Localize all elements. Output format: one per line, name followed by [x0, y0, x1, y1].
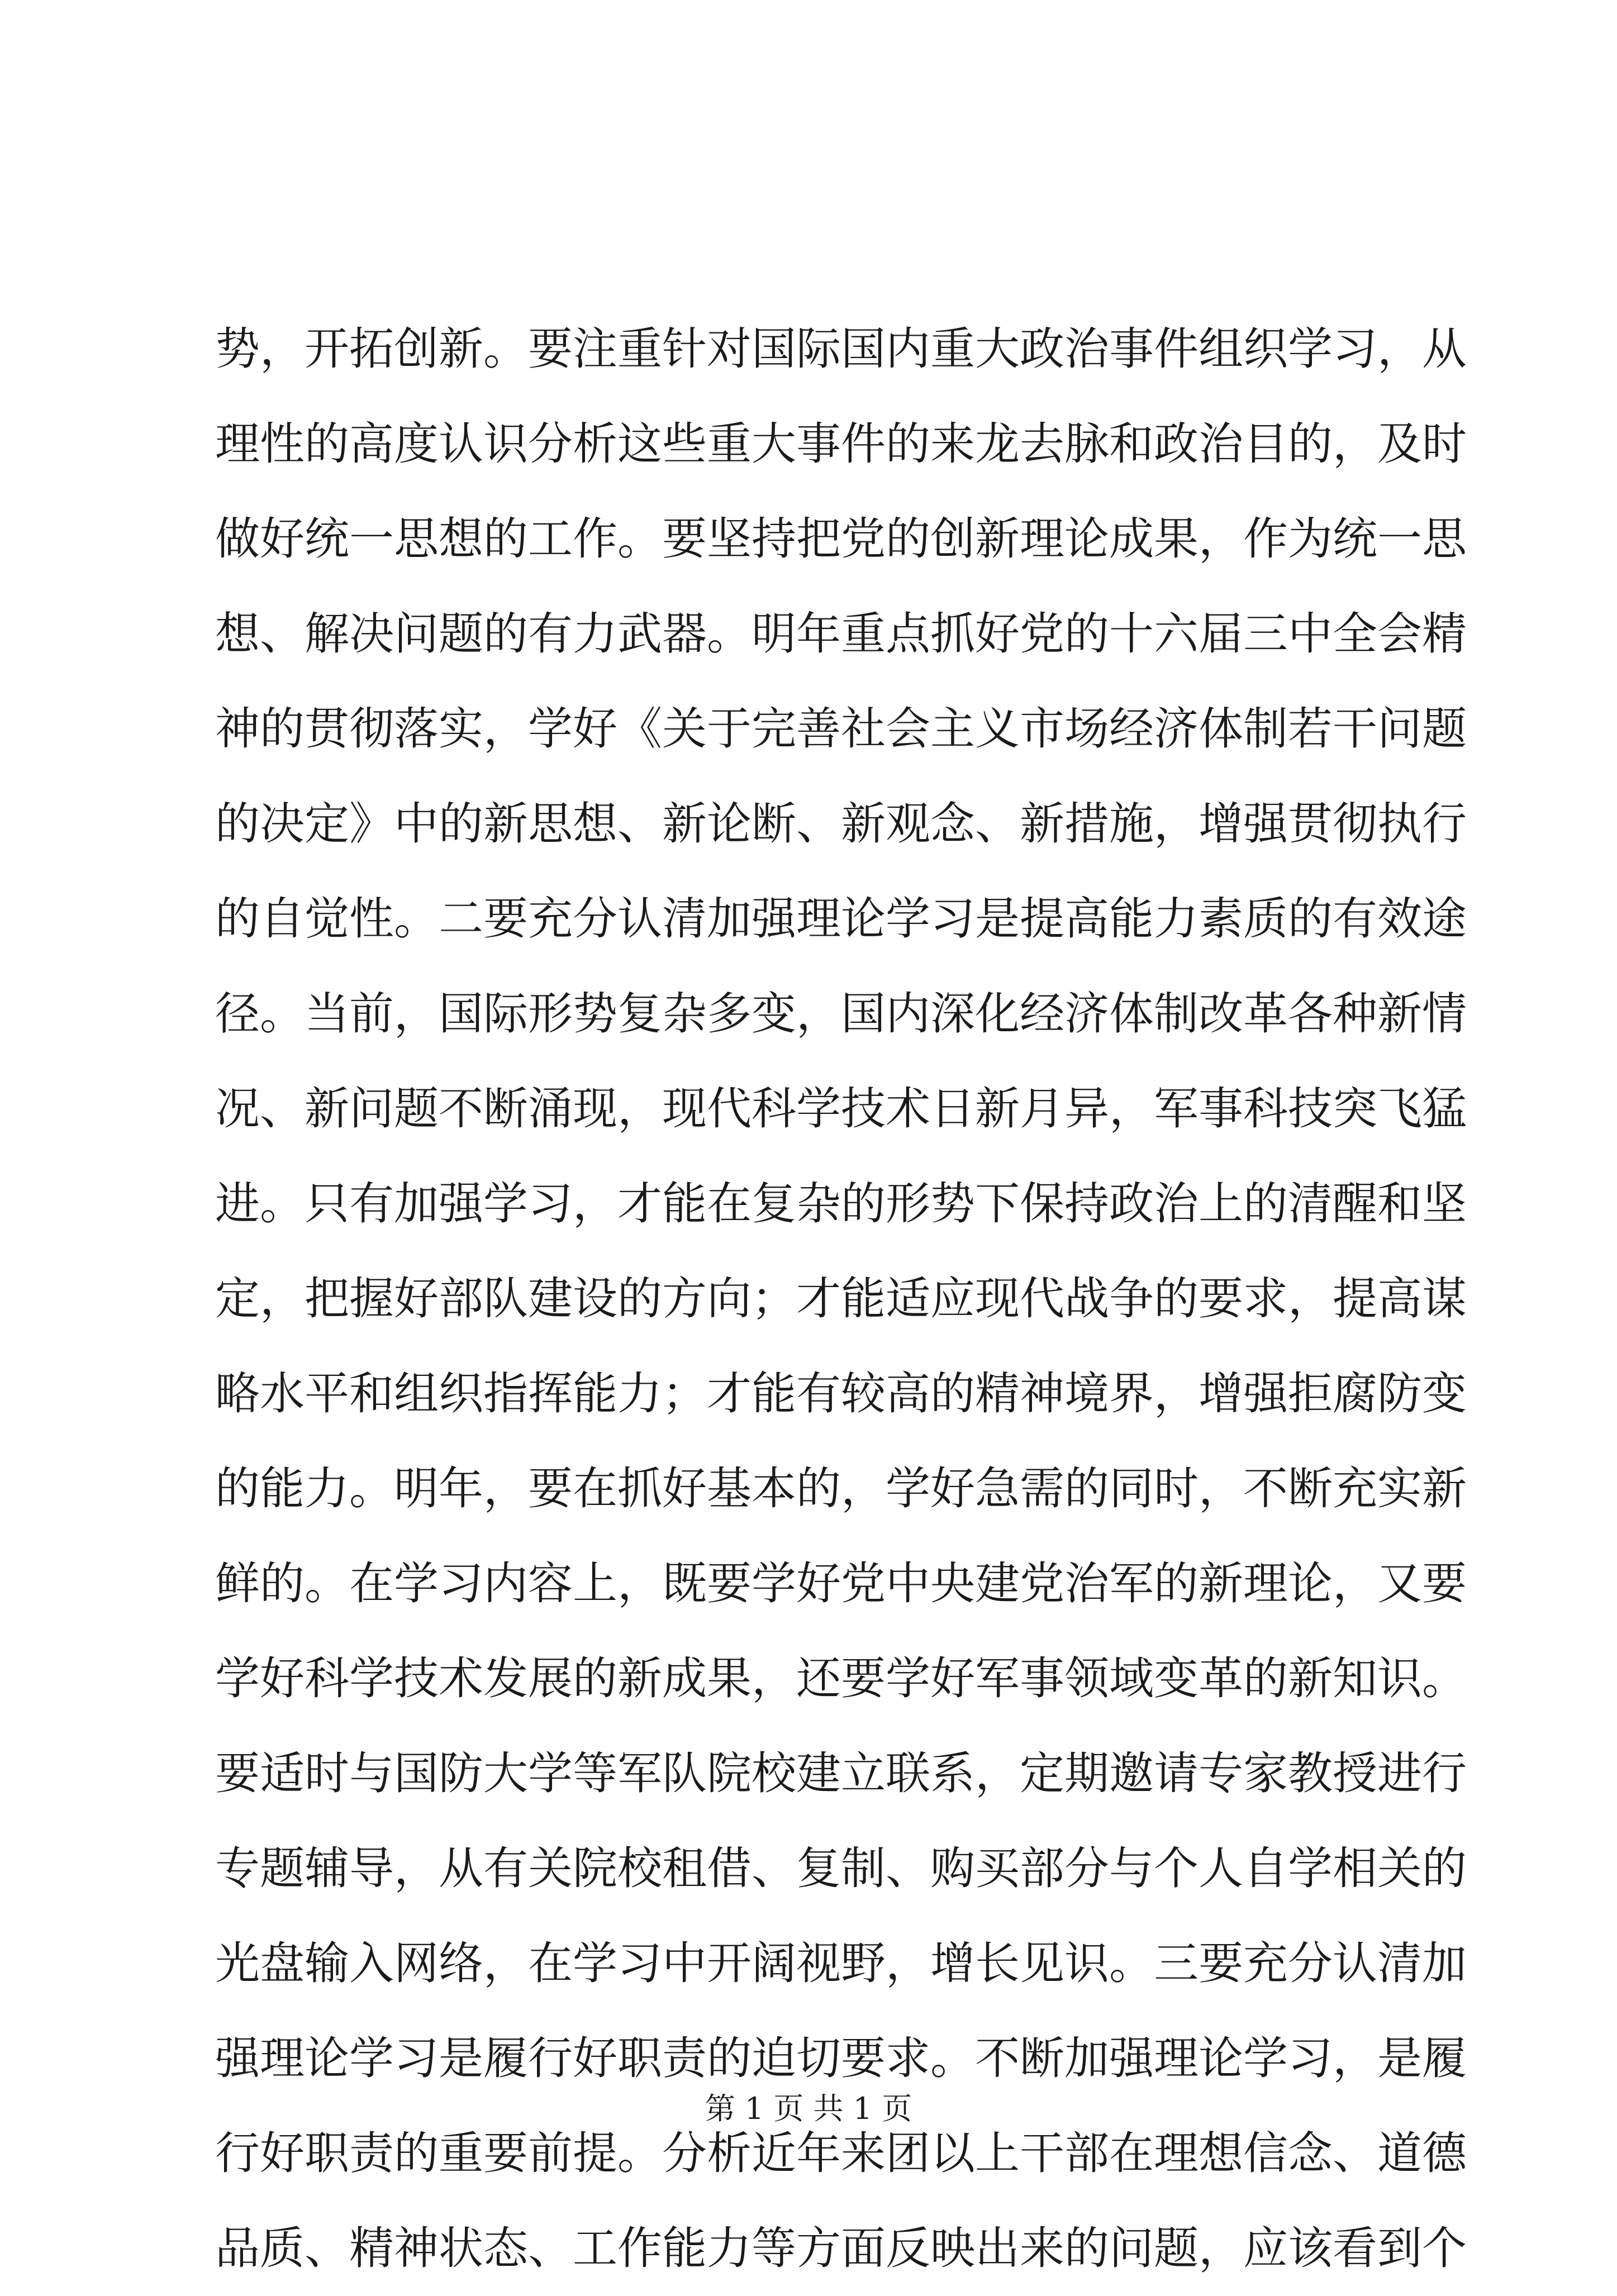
- text-line-2: 理性的高度认识分析这些重大事件的来龙去脉和政治目的，及时: [215, 418, 1467, 470]
- text-line-15: 学好科学技术发展的新成果，还要学好军事领域变革的新知识。: [215, 1652, 1467, 1704]
- text-line-4: 想、解决问题的有力武器。明年重点抓好党的十六届三中全会精: [215, 608, 1467, 660]
- text-line-6: 的决定》中的新思想、新论断、新观念、新措施，增强贯彻执行: [215, 798, 1467, 850]
- page-footer: [0, 2089, 1617, 2128]
- text-line-19: 强理论学习是履行好职责的迫切要求。不断加强理论学习，是履: [215, 2032, 1467, 2084]
- text-line-20: 行好职责的重要前提。分析近年来团以上干部在理想信念、道德: [215, 2127, 1467, 2179]
- text-line-8: 径。当前，国际形势复杂多变，国内深化经济体制改革各种新情: [215, 988, 1467, 1040]
- text-line-1: 势，开拓创新。要注重针对国际国内重大政治事件组织学习，从: [215, 323, 1467, 375]
- text-line-5: 神的贯彻落实，学好《关于完善社会主义市场经济体制若干问题: [215, 703, 1467, 755]
- text-line-14: 鲜的。在学习内容上，既要学好党中央建党治军的新理论，又要: [215, 1557, 1467, 1609]
- text-line-13: 的能力。明年，要在抓好基本的，学好急需的同时，不断充实新: [215, 1463, 1467, 1514]
- text-line-21: 品质、精神状态、工作能力等方面反映出来的问题，应该看到个: [215, 2222, 1467, 2274]
- text-line-3: 做好统一思想的工作。要坚持把党的创新理论成果，作为统一思: [215, 513, 1467, 565]
- page-number-label: 第 1 页 共 1 页: [705, 2091, 912, 2126]
- text-line-16: 要适时与国防大学等军队院校建立联系，定期邀请专家教授进行: [215, 1747, 1467, 1799]
- text-line-12: 略水平和组织指挥能力；才能有较高的精神境界，增强拒腐防变: [215, 1368, 1467, 1419]
- text-line-17: 专题辅导，从有关院校租借、复制、购买部分与个人自学相关的: [215, 1842, 1467, 1894]
- text-line-11: 定，把握好部队建设的方向；才能适应现代战争的要求，提高谋: [215, 1273, 1467, 1325]
- body-text: [215, 302, 1467, 2296]
- text-line-9: 况、新问题不断涌现，现代科学技术日新月异，军事科技突飞猛: [215, 1083, 1467, 1135]
- text-line-18: 光盘输入网络，在学习中开阔视野，增长见识。三要充分认清加: [215, 1937, 1467, 1989]
- text-line-10: 进。只有加强学习，才能在复杂的形势下保持政治上的清醒和坚: [215, 1178, 1467, 1230]
- text-line-7: 的自觉性。二要充分认清加强理论学习是提高能力素质的有效途: [215, 893, 1467, 945]
